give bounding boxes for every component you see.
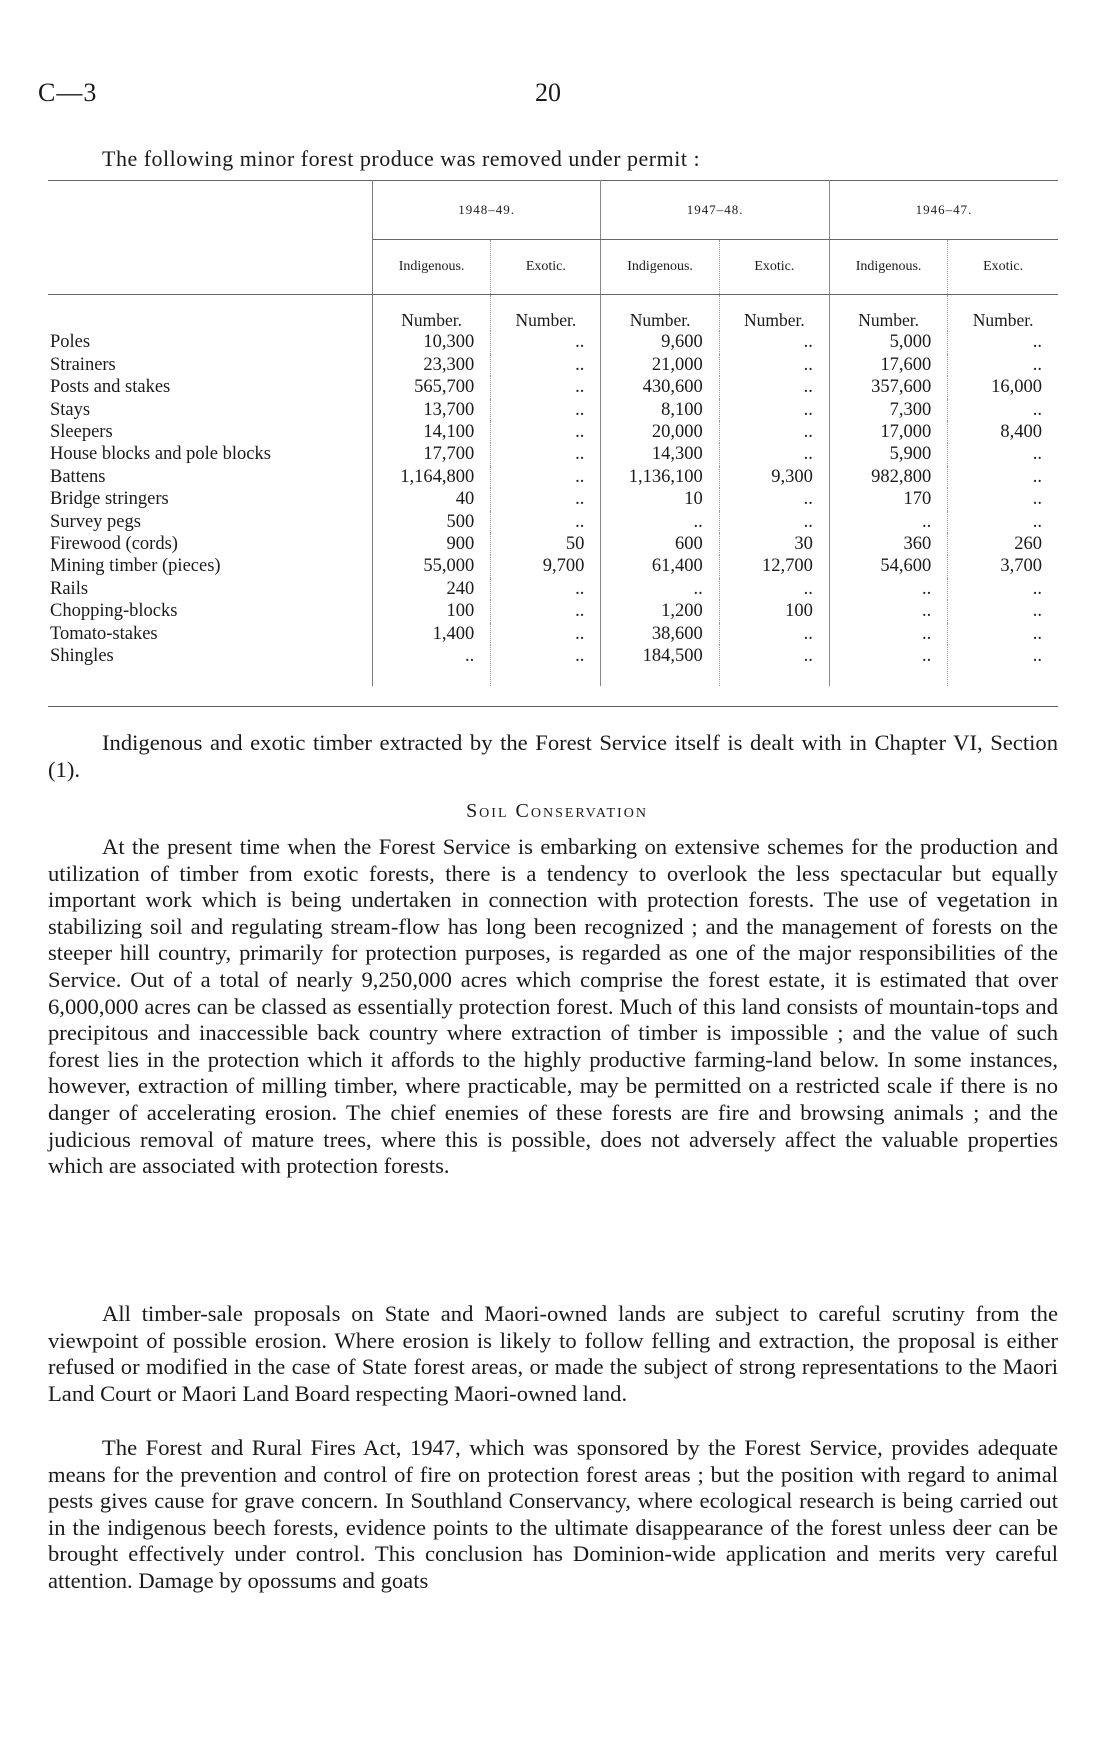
- row-value-cell: 61,400: [601, 555, 719, 577]
- table-row: [48, 645, 1058, 685]
- row-value-cell: ..: [1032, 511, 1042, 532]
- table-row: [48, 421, 1058, 443]
- row-value-cell: 55,000: [372, 555, 490, 577]
- table-row: [48, 399, 1058, 421]
- row-value-cell: ..: [491, 645, 601, 685]
- table-row: [48, 623, 1058, 645]
- row-value-cell: 10,300: [372, 331, 490, 353]
- row-value-cell: ..: [829, 578, 947, 600]
- row-value-cell: ..: [1032, 399, 1042, 420]
- table-row: [48, 578, 1058, 600]
- report-reference: C—3: [38, 78, 98, 107]
- row-value-cell: ..: [491, 421, 601, 443]
- section-heading: Soil Conservation: [466, 800, 648, 822]
- paragraph-timber-sale-proposals: All timber-sale proposals on State and Maori-owned lands are subject to careful scrutiny from the viewpoint of possible erosion. Where erosion is likely to follow felling and extraction, the proposal is either refused or modified in the case of State forest areas, or made the subject of strong representations to the Maori Land Court or Maori Land Board respecting Maori-owned land.: [48, 1301, 1058, 1406]
- unit-label: Number.: [719, 295, 829, 332]
- row-value-cell: ..: [719, 511, 829, 533]
- category-header: Exotic.: [491, 240, 601, 295]
- unit-label: Number.: [491, 295, 601, 332]
- row-value-cell: 357,600: [829, 376, 947, 398]
- row-value-cell: ..: [829, 623, 947, 645]
- category-header: Indigenous.: [829, 240, 947, 295]
- row-item-label: Strainers: [48, 354, 372, 376]
- row-value-cell: 5,900: [829, 443, 947, 465]
- row-value-cell: ..: [491, 376, 601, 398]
- row-value-cell: 8,100: [601, 399, 719, 421]
- row-value-cell: 21,000: [601, 354, 719, 376]
- row-item-label: Tomato-stakes: [48, 623, 372, 645]
- row-value-cell: ..: [601, 511, 719, 533]
- row-value-cell: ..: [719, 354, 829, 376]
- row-value-cell: 13,700: [372, 399, 490, 421]
- row-value-cell: ..: [719, 645, 829, 685]
- item-column-header: [48, 181, 372, 295]
- row-value-cell: ..: [829, 600, 947, 622]
- row-value-cell: 9,600: [601, 331, 719, 353]
- row-value-cell: 7,300: [829, 399, 947, 421]
- row-value-cell: ..: [1032, 601, 1042, 622]
- unit-label: Number.: [372, 295, 490, 332]
- row-value-cell: ..: [719, 421, 829, 443]
- category-header: Indigenous.: [372, 240, 490, 295]
- row-value-cell: ..: [719, 376, 829, 398]
- row-value-cell: 500: [372, 511, 490, 533]
- row-value-cell: 1,400: [372, 623, 490, 645]
- row-value-cell: 17,700: [372, 443, 490, 465]
- row-item-label: Battens: [48, 466, 372, 488]
- row-value-cell: ..: [491, 511, 601, 533]
- row-value-cell: 17,600: [829, 354, 947, 376]
- row-value-cell: 9,300: [719, 466, 829, 488]
- row-value-cell: 14,100: [372, 421, 490, 443]
- unit-label: Number.: [601, 295, 719, 332]
- row-value-cell: 260: [1014, 534, 1042, 555]
- row-value-cell: 184,500: [601, 645, 719, 685]
- unit-label: Number.: [829, 295, 947, 332]
- row-value-cell: 12,700: [719, 555, 829, 577]
- row-value-cell: 565,700: [372, 376, 490, 398]
- row-value-cell: 40: [372, 488, 490, 510]
- row-value-cell: ..: [1032, 578, 1042, 599]
- row-value-cell: 100: [372, 600, 490, 622]
- row-value-cell: ..: [1032, 623, 1042, 644]
- row-value-cell: 20,000: [601, 421, 719, 443]
- row-value-cell: ..: [1032, 332, 1042, 353]
- row-value-cell: 600: [601, 533, 719, 555]
- row-value-cell: ..: [601, 578, 719, 600]
- table-row: [48, 354, 1058, 376]
- category-header: Exotic.: [719, 240, 829, 295]
- table-row: [48, 511, 1058, 533]
- row-value-cell: ..: [491, 354, 601, 376]
- category-header: Indigenous.: [601, 240, 719, 295]
- table-intro: The following minor forest produce was removed under permit :: [102, 146, 701, 171]
- row-item-label: Survey pegs: [48, 511, 372, 533]
- row-value-cell: 16,000: [991, 377, 1042, 398]
- row-value-cell: ..: [491, 488, 601, 510]
- row-value-cell: ..: [719, 623, 829, 645]
- row-value-cell: ..: [491, 623, 601, 645]
- row-item-label: Poles: [48, 331, 372, 353]
- unit-label: Number.: [972, 310, 1034, 330]
- row-value-cell: ..: [1032, 466, 1042, 487]
- row-value-cell: ..: [829, 511, 947, 533]
- row-value-cell: 100: [719, 600, 829, 622]
- row-value-cell: 23,300: [372, 354, 490, 376]
- row-item-label: Shingles: [48, 645, 372, 685]
- paragraph-fires-act: The Forest and Rural Fires Act, 1947, which was sponsored by the Forest Service, provides adequate means for the prevention and control of fire on protection forest areas ; but the position with regard to animal pests gives cause for grave concern. In Southland Conservancy, where ecological research is being carried out in the indigenous beech forests, evidence points to the ultimate disappearance of the forest unless deer can be brought effectively under control. This conclusion has Dominion-wide application and merits very careful attention. Damage by opossums and goats: [48, 1435, 1058, 1593]
- row-value-cell: 982,800: [829, 466, 947, 488]
- row-item-label: Firewood (cords): [48, 533, 372, 555]
- row-item-label: Rails: [48, 578, 372, 600]
- table-row: [48, 488, 1058, 510]
- row-value-cell: 3,700: [1000, 556, 1042, 577]
- row-value-cell: 5,000: [829, 331, 947, 353]
- category-header: Exotic.: [948, 240, 1058, 295]
- row-item-label: House blocks and pole blocks: [48, 443, 372, 465]
- row-item-label: Posts and stakes: [48, 376, 372, 398]
- unit-spacer: [48, 295, 372, 332]
- row-value-cell: 1,164,800: [372, 466, 490, 488]
- table-row: [48, 555, 1058, 577]
- row-value-cell: ..: [719, 331, 829, 353]
- row-value-cell: 170: [829, 488, 947, 510]
- table-body: [48, 295, 1058, 686]
- table-bottom-rule: [48, 706, 1058, 707]
- row-value-cell: ..: [491, 443, 601, 465]
- row-value-cell: 9,700: [491, 555, 601, 577]
- row-value-cell: ..: [1032, 354, 1042, 375]
- row-value-cell: 1,200: [601, 600, 719, 622]
- row-value-cell: ..: [1032, 489, 1042, 510]
- row-value-cell: 1,136,100: [601, 466, 719, 488]
- row-value-cell: 38,600: [601, 623, 719, 645]
- row-value-cell: ..: [372, 645, 490, 685]
- row-value-cell: ..: [829, 645, 947, 685]
- row-value-cell: 240: [372, 578, 490, 600]
- row-value-cell: ..: [491, 600, 601, 622]
- table-row: [48, 466, 1058, 488]
- year-header: 1946–47.: [829, 181, 1058, 240]
- year-header: 1947–48.: [601, 181, 830, 240]
- row-value-cell: ..: [719, 488, 829, 510]
- unit-row: [48, 295, 1058, 332]
- row-value-cell: ..: [491, 578, 601, 600]
- row-value-cell: 10: [601, 488, 719, 510]
- row-value-cell: ..: [719, 399, 829, 421]
- row-value-cell: ..: [1032, 444, 1042, 465]
- table-row: [48, 331, 1058, 353]
- row-item-label: Mining timber (pieces): [48, 555, 372, 577]
- table-row: [48, 533, 1058, 555]
- row-item-label: Bridge stringers: [48, 488, 372, 510]
- row-value-cell: ..: [1032, 646, 1042, 667]
- row-item-label: Sleepers: [48, 421, 372, 443]
- page-number: 20: [535, 78, 561, 107]
- permit-table-wrapper: [48, 180, 1058, 686]
- row-value-cell: ..: [719, 443, 829, 465]
- table-row: [48, 443, 1058, 465]
- year-header-row: [48, 181, 1058, 240]
- table-row: [48, 600, 1058, 622]
- row-value-cell: 50: [491, 533, 601, 555]
- row-value-cell: 54,600: [829, 555, 947, 577]
- year-header: 1948–49.: [372, 181, 601, 240]
- row-value-cell: 14,300: [601, 443, 719, 465]
- row-item-label: Stays: [48, 399, 372, 421]
- table-row: [48, 376, 1058, 398]
- row-value-cell: 30: [719, 533, 829, 555]
- row-value-cell: ..: [491, 399, 601, 421]
- row-value-cell: 430,600: [601, 376, 719, 398]
- paragraph-chapter-reference: Indigenous and exotic timber extracted by the Forest Service itself is dealt with in Chapter VI, Section (1).: [48, 730, 1058, 782]
- row-value-cell: 8,400: [1000, 422, 1042, 443]
- row-value-cell: 360: [829, 533, 947, 555]
- row-value-cell: ..: [491, 331, 601, 353]
- row-value-cell: ..: [491, 466, 601, 488]
- row-value-cell: 17,000: [829, 421, 947, 443]
- row-value-cell: ..: [719, 578, 829, 600]
- paragraph-soil-conservation: At the present time when the Forest Service is embarking on extensive schemes for the production and utilization of timber from exotic forests, there is a tendency to overlook the less spectacular but equally important work which is being undertaken in connection with protection forests. The use of vegetation in stabilizing soil and regulating stream-flow has long been recognized ; and the management of forests on the steeper hill country, primarily for protection purposes, is regarded as one of the major responsibilities of the Service. Out of a total of nearly 9,250,000 acres which comprise the forest estate, it is estimated that over 6,000,000 acres can be classed as essentially protection forest. Much of this land consists of mountain-tops and precipitous and inaccessible back country where extraction of timber is impossible ; and the value of such forest lies in the protection which it affords to the highly productive farming-land below. In some instances, however, extraction of milling timber, where practicable, may be permitted on a restricted scale if there is no danger of accelerating erosion. The chief enemies of these forests are fire and browsing animals ; and the judicious removal of mature trees, where this is possible, does not adversely affect the valuable properties which are associated with protection forests.: [48, 834, 1058, 1179]
- row-value-cell: 900: [372, 533, 490, 555]
- permit-produce-table: [48, 180, 1058, 686]
- row-item-label: Chopping-blocks: [48, 600, 372, 622]
